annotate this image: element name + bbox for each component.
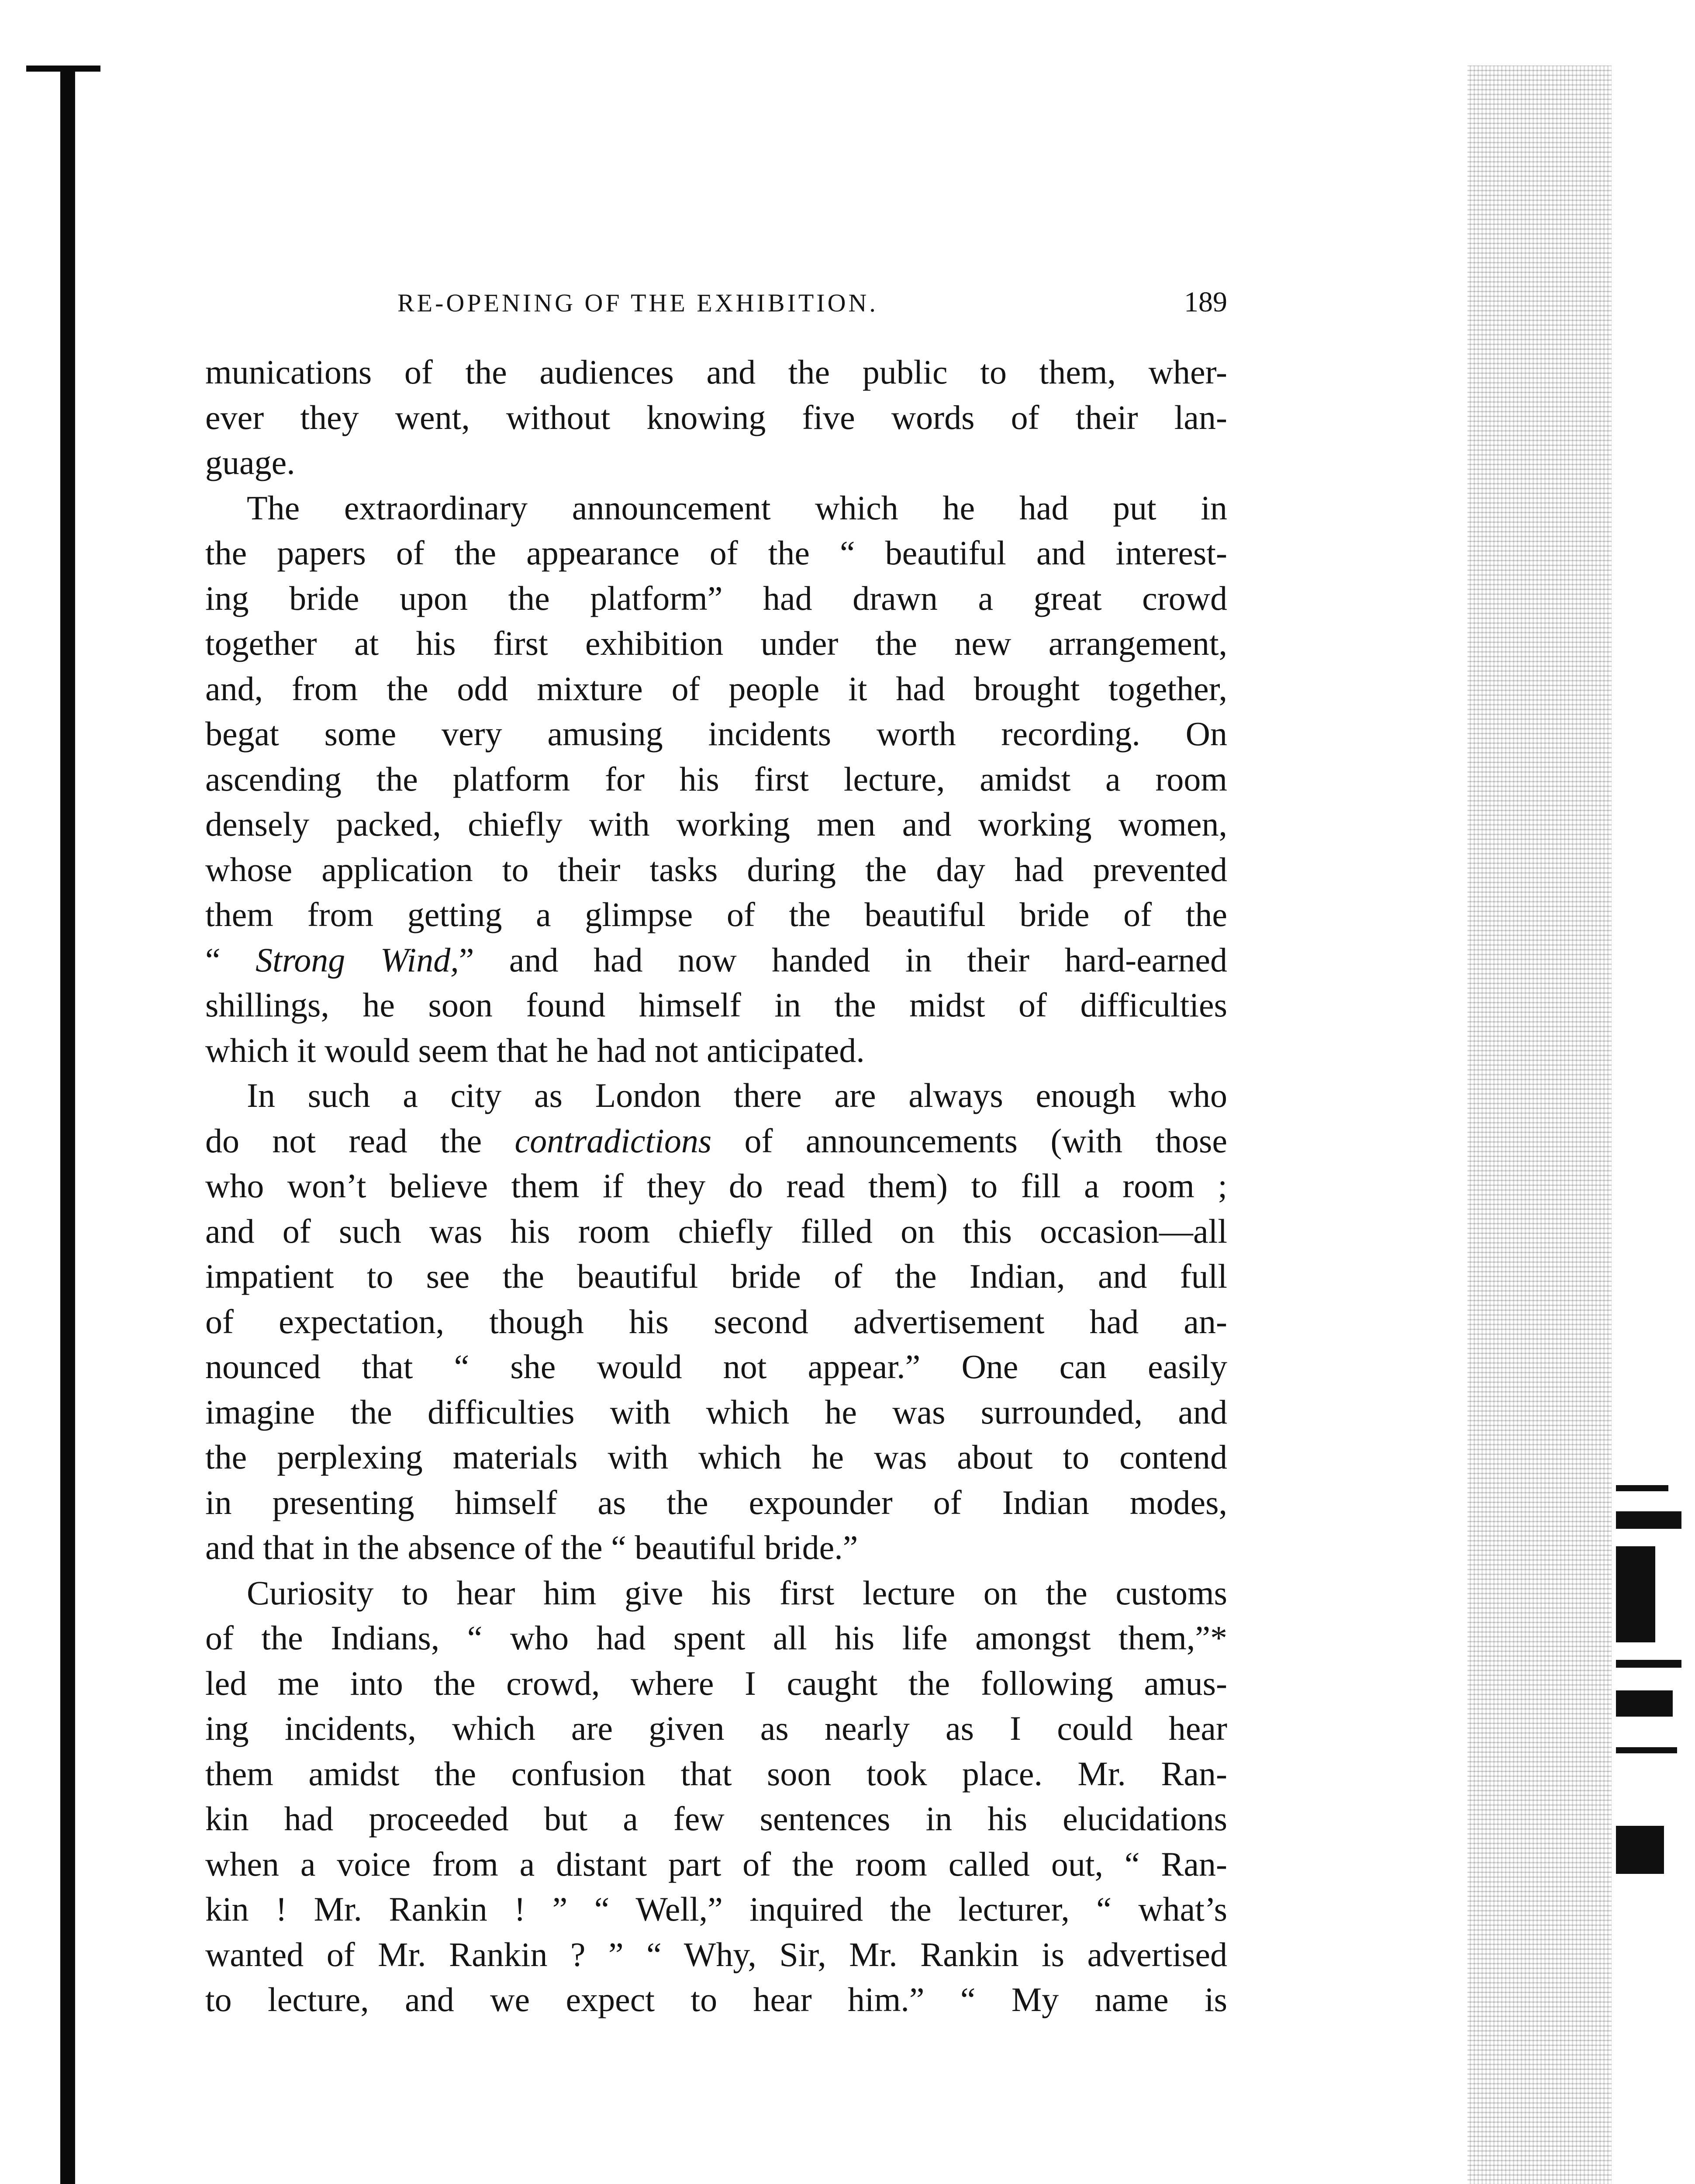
text-line: ascending the platform for his first lecture, amidst a room [205,760,1227,798]
text-line: densely packed, chiefly with working men and working women, [205,805,1227,843]
binding-shadow-left [60,66,75,2184]
text-line: The extraordinary announcement which he had put in [247,488,1227,527]
text-line: nounced that “ she would not appear.” One can easily [205,1348,1227,1386]
running-head [205,288,1227,328]
binding-shadow-cap [26,66,100,72]
text-segment: of announcements (with those [711,1121,1227,1160]
text-line: them from getting a glimpse of the beautiful bride of the [205,895,1227,933]
italic-phrase: Strong Wind, [255,940,459,979]
text-line: In such a city as London there are always enough who [247,1076,1227,1114]
text-line: and that in the absence of the “ beautiful bride.” [205,1528,858,1566]
text-line: of expectation, though his second advertisement had an- [205,1302,1227,1341]
page-number: 189 [1184,286,1227,318]
text-line: them amidst the confusion that soon took place. Mr. Ran- [205,1754,1227,1793]
text-segment: “ [205,940,256,979]
text-line: ing bride upon the platform” had drawn a great crowd [205,579,1227,617]
text-line: in presenting himself as the expounder of Indian modes, [205,1483,1227,1521]
text-line: ever they went, without knowing five words of their lan- [205,398,1227,436]
text-line: munications of the audiences and the public to them, wher- [205,353,1227,391]
text-line: and of such was his room chiefly filled on this occasion—all [205,1212,1227,1250]
text-line: led me into the crowd, where I caught the following amus- [205,1664,1227,1702]
text-line: the perplexing materials with which he was about to contend [205,1438,1227,1476]
scan-edge-marks [1616,1485,1690,1878]
text-line: and, from the odd mixture of people it had brought together, [205,669,1227,708]
text-line: which it would seem that he had not anticipated. [205,1031,865,1069]
text-line: kin ! Mr. Rankin ! ” “ Well,” inquired the lecturer, “ what’s [205,1890,1227,1928]
text-line: of the Indians, “ who had spent all his life amongst them,”* [205,1619,1227,1657]
text-line: who won’t believe them if they do read them) to fill a room ; [205,1167,1227,1205]
text-line: imagine the difficulties with which he was surrounded, and [205,1393,1227,1431]
text-segment: ” and had now handed in their hard-earned [459,940,1227,979]
text-line: impatient to see the beautiful bride of the Indian, and full [205,1257,1227,1295]
text-line: whose application to their tasks during the day had prevented [205,850,1227,888]
text-line: to lecture, and we expect to hear him.” “ My name is [205,1980,1227,2018]
text-line: when a voice from a distant part of the room called out, “ Ran- [205,1845,1227,1883]
text-line: wanted of Mr. Rankin ? ” “ Why, Sir, Mr. Rankin is advertised [205,1935,1227,1973]
text-line [205,937,1227,983]
body-text [205,349,1227,2022]
text-line: the papers of the appearance of the “ beautiful and interest- [205,534,1227,572]
text-line [205,1118,1227,1164]
text-line: ing incidents, which are given as nearly as I could hear [205,1709,1227,1747]
text-line: Curiosity to hear him give his first lecture on the customs [247,1573,1227,1612]
running-title: RE-OPENING OF THE EXHIBITION. [397,289,878,317]
scan-edge-right [1467,66,1612,2184]
text-line: kin had proceeded but a few sentences in his elucidations [205,1800,1227,1838]
text-line: shillings, he soon found himself in the midst of difficulties [205,986,1227,1024]
text-line: begat some very amusing incidents worth recording. On [205,715,1227,753]
italic-phrase: contradictions [514,1121,712,1160]
text-line: together at his first exhibition under the new arrangement, [205,624,1227,662]
text-segment: do not read the [205,1121,515,1160]
text-line: guage. [205,443,295,481]
